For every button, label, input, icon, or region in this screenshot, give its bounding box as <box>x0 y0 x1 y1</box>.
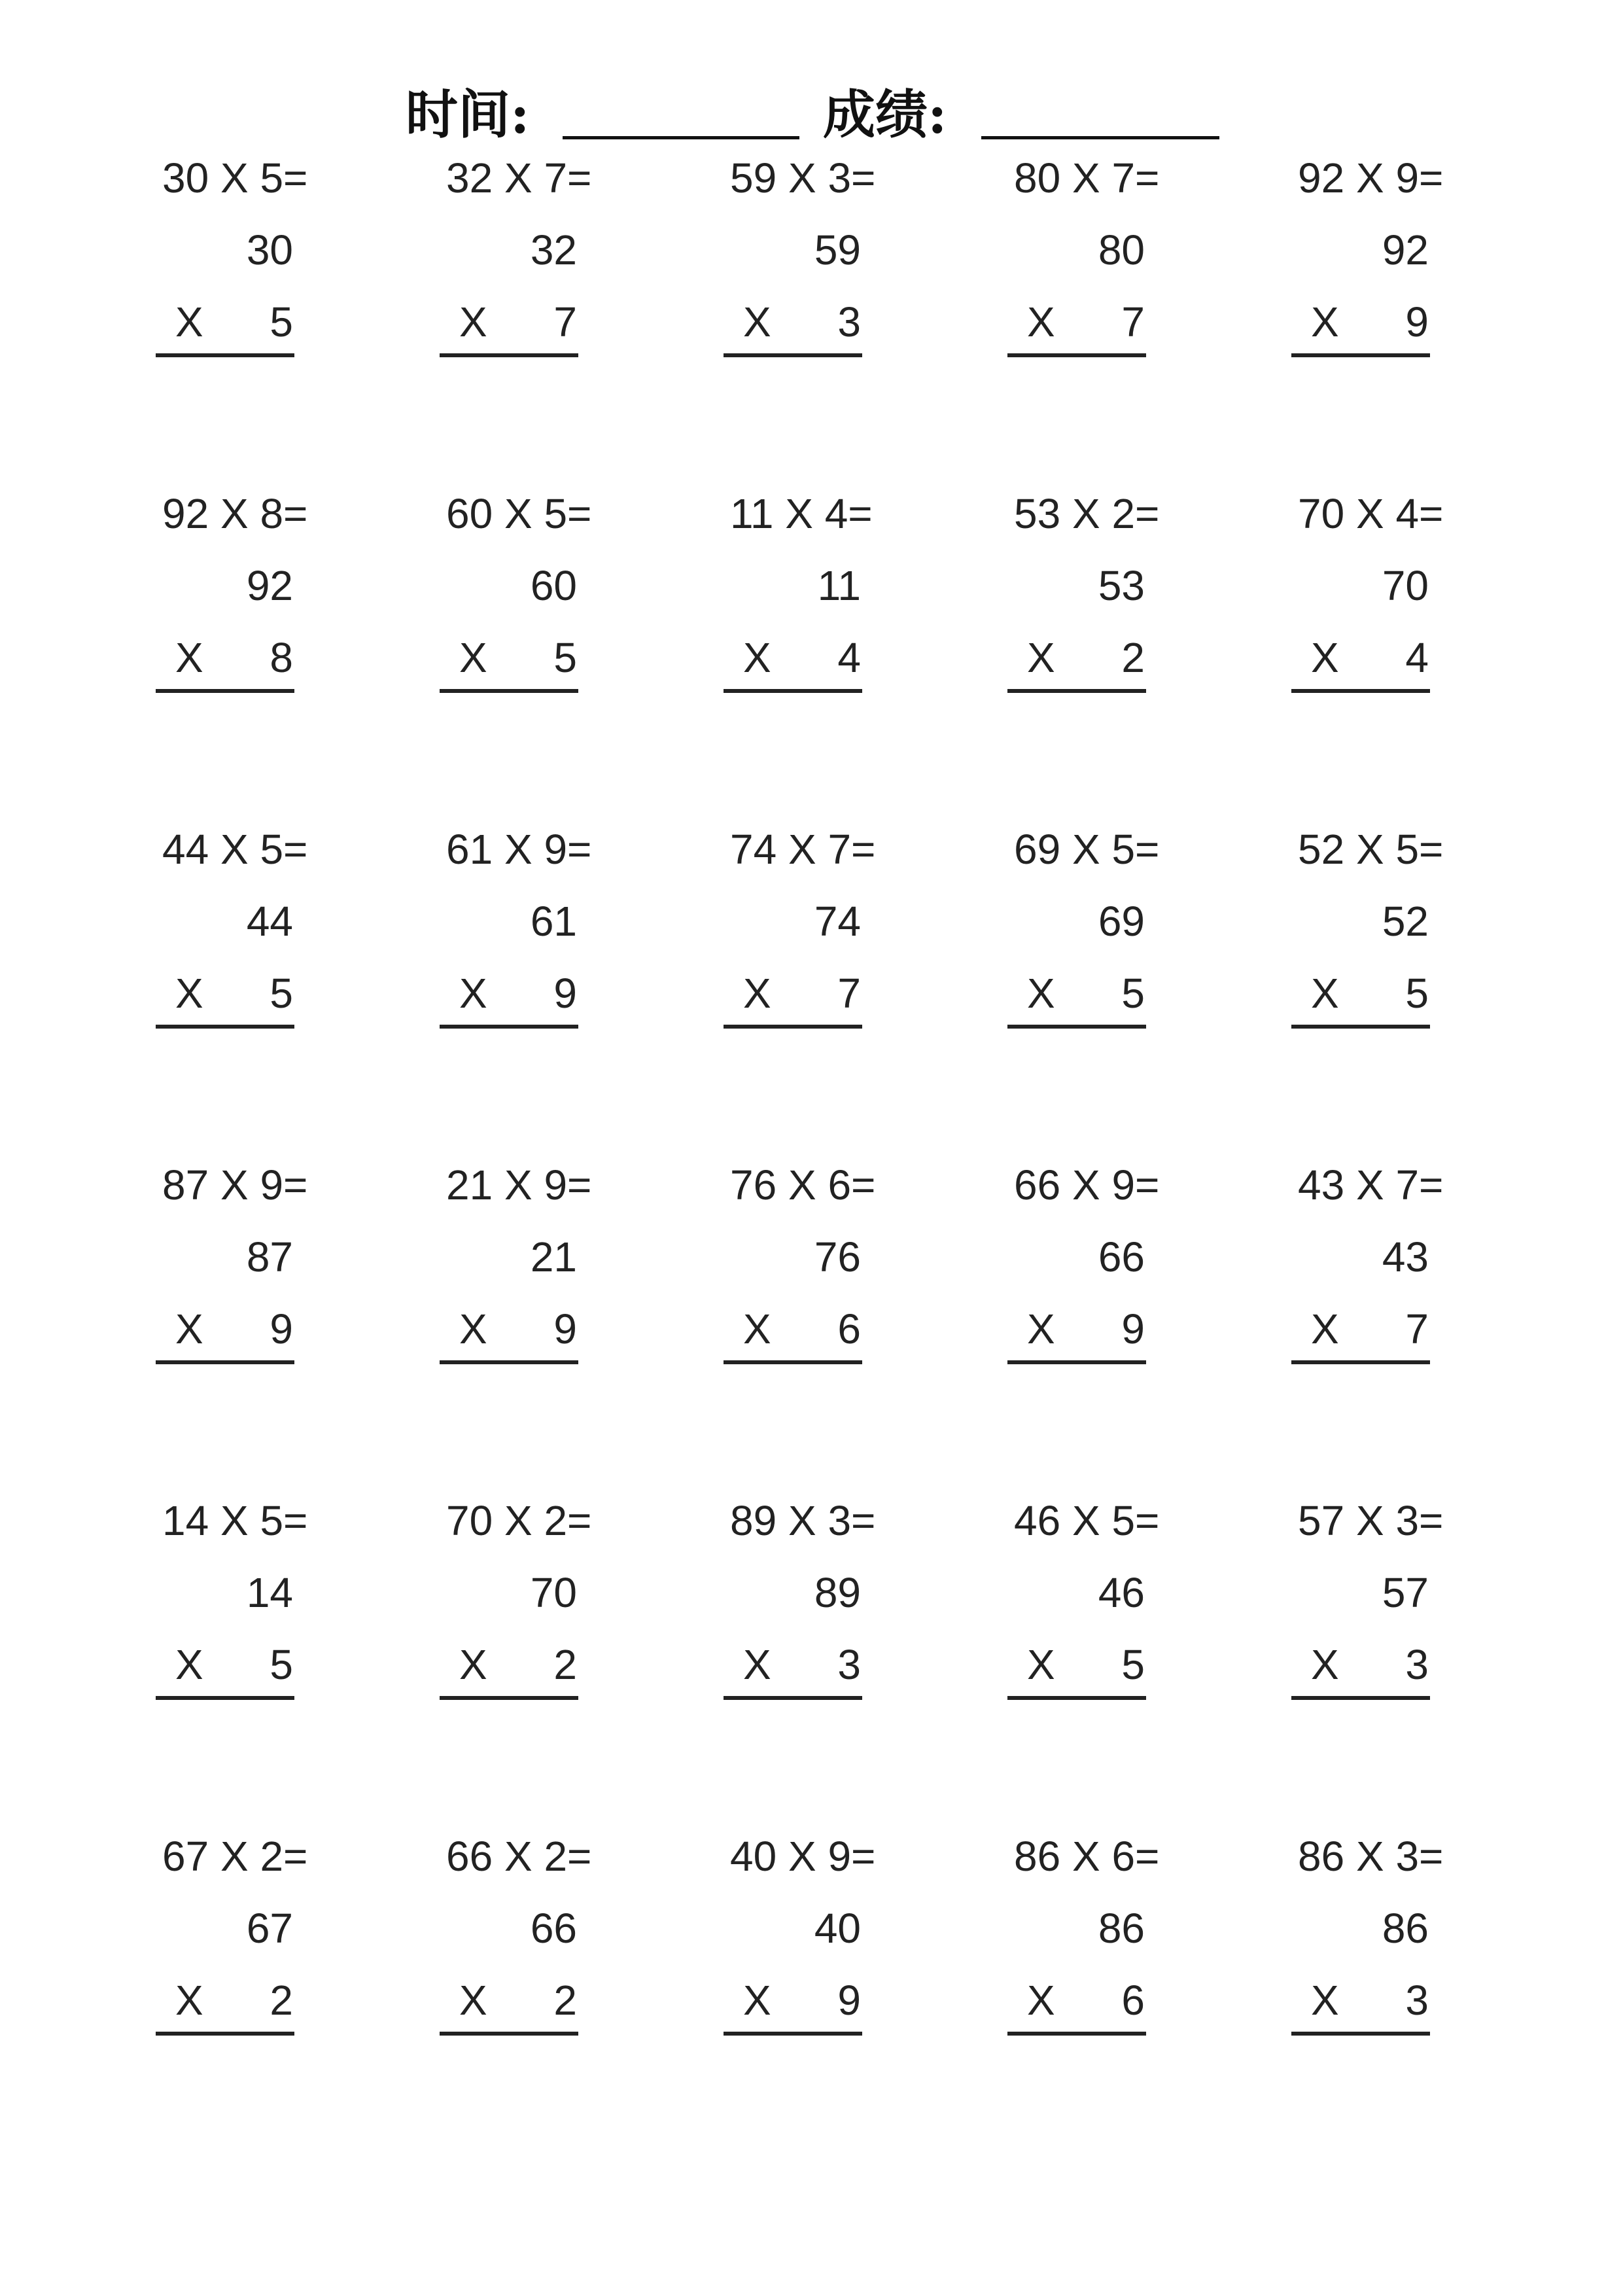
problem-card <box>1291 1494 1488 1730</box>
problem-card <box>1291 152 1488 387</box>
multiplier: 2 <box>270 1977 293 2024</box>
problem-expression: 52 X 5= <box>1298 826 1444 873</box>
problem-expression: 67 X 2= <box>162 1833 308 1880</box>
problem-card <box>1291 1159 1488 1394</box>
answer-rule <box>156 1025 294 1029</box>
problem-expression: 92 X 8= <box>162 490 308 537</box>
multiply-sign: X <box>743 970 771 1017</box>
multiply-sign: X <box>459 1305 487 1352</box>
problem-expression: 32 X 7= <box>446 154 592 202</box>
problem-card <box>1291 487 1488 723</box>
multiply-sign: X <box>743 634 771 681</box>
problem-card <box>724 1830 920 2066</box>
answer-rule <box>1291 1025 1430 1029</box>
problem-expression: 86 X 6= <box>1014 1833 1160 1880</box>
multiply-sign: X <box>459 1641 487 1688</box>
multiplier: 4 <box>837 634 861 681</box>
multiplicand: 46 <box>1098 1569 1145 1616</box>
problem-expression: 86 X 3= <box>1298 1833 1444 1880</box>
multiplicand: 61 <box>530 898 577 945</box>
problem-expression: 57 X 3= <box>1298 1497 1444 1544</box>
multiply-sign: X <box>1027 1977 1055 2024</box>
multiply-sign: X <box>743 1641 771 1688</box>
answer-rule <box>1007 1025 1146 1029</box>
answer-rule <box>1007 689 1146 693</box>
multiplier: 2 <box>553 1641 577 1688</box>
answer-rule <box>1291 689 1430 693</box>
problem-expression: 21 X 9= <box>446 1161 592 1209</box>
problem-card <box>156 823 352 1059</box>
answer-rule <box>440 1360 578 1364</box>
multiply-sign: X <box>743 1305 771 1352</box>
problem-card <box>440 1830 636 2066</box>
multiplier: 9 <box>270 1305 293 1352</box>
problem-expression: 89 X 3= <box>730 1497 876 1544</box>
multiplicand: 86 <box>1098 1905 1145 1952</box>
answer-rule <box>440 2032 578 2036</box>
multiply-sign: X <box>459 1977 487 2024</box>
answer-rule <box>440 689 578 693</box>
multiplier: 3 <box>837 1641 861 1688</box>
multiply-sign: X <box>1027 1305 1055 1352</box>
answer-rule <box>1007 2032 1146 2036</box>
multiply-sign: X <box>459 634 487 681</box>
problem-expression: 60 X 5= <box>446 490 592 537</box>
multiplier: 5 <box>270 970 293 1017</box>
multiplier: 6 <box>1121 1977 1145 2024</box>
multiplicand: 92 <box>1382 226 1429 274</box>
problem-expression: 61 X 9= <box>446 826 592 873</box>
problem-expression: 40 X 9= <box>730 1833 876 1880</box>
problem-expression: 14 X 5= <box>162 1497 308 1544</box>
problem-card <box>1007 1159 1204 1394</box>
multiplier: 5 <box>553 634 577 681</box>
multiplicand: 87 <box>246 1233 293 1280</box>
multiplier: 3 <box>837 298 861 345</box>
multiply-sign: X <box>175 1305 203 1352</box>
multiplier: 7 <box>1405 1305 1429 1352</box>
answer-rule <box>724 1696 862 1700</box>
problem-card <box>724 487 920 723</box>
answer-rule <box>724 689 862 693</box>
multiplicand: 30 <box>246 226 293 274</box>
multiplicand: 14 <box>246 1569 293 1616</box>
problem-card <box>156 152 352 387</box>
multiplicand: 57 <box>1382 1569 1429 1616</box>
multiplier: 5 <box>1121 970 1145 1017</box>
problem-card <box>1007 1494 1204 1730</box>
multiplier: 9 <box>837 1977 861 2024</box>
problem-expression: 11 X 4= <box>730 490 873 537</box>
multiply-sign: X <box>1311 634 1339 681</box>
problem-card <box>724 1159 920 1394</box>
problem-expression: 69 X 5= <box>1014 826 1160 873</box>
multiplicand: 11 <box>817 562 861 609</box>
multiplier: 3 <box>1405 1977 1429 2024</box>
multiplier: 5 <box>1121 1641 1145 1688</box>
multiplicand: 76 <box>814 1233 861 1280</box>
problem-expression: 87 X 9= <box>162 1161 308 1209</box>
problem-expression: 46 X 5= <box>1014 1497 1160 1544</box>
answer-rule <box>1291 1360 1430 1364</box>
answer-rule <box>1291 1696 1430 1700</box>
multiplicand: 67 <box>246 1905 293 1952</box>
multiplier: 6 <box>837 1305 861 1352</box>
answer-rule <box>156 1696 294 1700</box>
multiplier: 8 <box>270 634 293 681</box>
multiplier: 9 <box>1121 1305 1145 1352</box>
multiply-sign: X <box>1027 634 1055 681</box>
multiplicand: 66 <box>1098 1233 1145 1280</box>
multiplier: 7 <box>837 970 861 1017</box>
problem-expression: 70 X 4= <box>1298 490 1444 537</box>
multiplicand: 32 <box>530 226 577 274</box>
problem-expression: 44 X 5= <box>162 826 308 873</box>
problem-card <box>440 1159 636 1394</box>
problem-expression: 76 X 6= <box>730 1161 876 1209</box>
multiply-sign: X <box>1311 298 1339 345</box>
multiplicand: 70 <box>1382 562 1429 609</box>
multiply-sign: X <box>1311 970 1339 1017</box>
multiplier: 5 <box>270 1641 293 1688</box>
multiplicand: 59 <box>814 226 861 274</box>
multiply-sign: X <box>743 298 771 345</box>
answer-rule <box>156 1360 294 1364</box>
answer-rule <box>440 1025 578 1029</box>
problem-card <box>724 823 920 1059</box>
problem-expression: 66 X 9= <box>1014 1161 1160 1209</box>
problem-card <box>156 1494 352 1730</box>
multiplier: 3 <box>1405 1641 1429 1688</box>
multiplicand: 40 <box>814 1905 861 1952</box>
multiplicand: 86 <box>1382 1905 1429 1952</box>
answer-rule <box>156 353 294 357</box>
answer-rule <box>1007 1696 1146 1700</box>
problem-expression: 53 X 2= <box>1014 490 1160 537</box>
multiplier: 9 <box>553 1305 577 1352</box>
multiply-sign: X <box>1311 1977 1339 2024</box>
multiply-sign: X <box>1027 1641 1055 1688</box>
problem-card <box>724 152 920 387</box>
problem-card <box>1007 823 1204 1059</box>
problem-card <box>1291 823 1488 1059</box>
multiplicand: 89 <box>814 1569 861 1616</box>
problem-expression: 70 X 2= <box>446 1497 592 1544</box>
multiplicand: 70 <box>530 1569 577 1616</box>
multiplier: 9 <box>1405 298 1429 345</box>
multiplicand: 69 <box>1098 898 1145 945</box>
multiplier: 7 <box>553 298 577 345</box>
problem-expression: 80 X 7= <box>1014 154 1160 202</box>
multiplier: 2 <box>553 1977 577 2024</box>
problem-expression: 66 X 2= <box>446 1833 592 1880</box>
multiply-sign: X <box>1027 970 1055 1017</box>
multiplicand: 53 <box>1098 562 1145 609</box>
problem-card <box>156 1830 352 2066</box>
problem-card <box>440 152 636 387</box>
answer-rule <box>724 2032 862 2036</box>
multiply-sign: X <box>175 298 203 345</box>
problem-card <box>1291 1830 1488 2066</box>
problem-card <box>156 1159 352 1394</box>
problem-expression: 92 X 9= <box>1298 154 1444 202</box>
score-label: 成绩: <box>823 84 947 145</box>
multiply-sign: X <box>175 970 203 1017</box>
time-label: 时间: <box>406 84 530 145</box>
problem-expression: 43 X 7= <box>1298 1161 1444 1209</box>
problem-expression: 59 X 3= <box>730 154 876 202</box>
problem-card <box>440 487 636 723</box>
problem-expression: 30 X 5= <box>162 154 308 202</box>
answer-rule <box>1007 1360 1146 1364</box>
problem-card <box>1007 487 1204 723</box>
multiplicand: 52 <box>1382 898 1429 945</box>
multiply-sign: X <box>459 298 487 345</box>
multiplier: 5 <box>1405 970 1429 1017</box>
answer-rule <box>724 1360 862 1364</box>
problem-card <box>1007 152 1204 387</box>
problem-card <box>156 487 352 723</box>
answer-rule <box>1291 2032 1430 2036</box>
multiply-sign: X <box>1311 1641 1339 1688</box>
answer-rule <box>724 1025 862 1029</box>
problem-expression: 74 X 7= <box>730 826 876 873</box>
answer-rule <box>1007 353 1146 357</box>
answer-rule <box>724 353 862 357</box>
multiply-sign: X <box>1027 298 1055 345</box>
multiplicand: 66 <box>530 1905 577 1952</box>
multiplicand: 21 <box>530 1233 577 1280</box>
answer-rule <box>156 2032 294 2036</box>
problem-card <box>440 823 636 1059</box>
multiply-sign: X <box>175 634 203 681</box>
multiplicand: 74 <box>814 898 861 945</box>
multiplicand: 80 <box>1098 226 1145 274</box>
multiplier: 5 <box>270 298 293 345</box>
problem-card <box>1007 1830 1204 2066</box>
multiply-sign: X <box>175 1977 203 2024</box>
answer-rule <box>440 353 578 357</box>
problem-card <box>440 1494 636 1730</box>
answer-rule <box>440 1696 578 1700</box>
answer-rule <box>156 689 294 693</box>
multiplicand: 43 <box>1382 1233 1429 1280</box>
multiply-sign: X <box>743 1977 771 2024</box>
multiplier: 4 <box>1405 634 1429 681</box>
multiplicand: 44 <box>246 898 293 945</box>
multiplier: 9 <box>553 970 577 1017</box>
problem-card <box>724 1494 920 1730</box>
multiplicand: 60 <box>530 562 577 609</box>
multiplier: 7 <box>1121 298 1145 345</box>
multiply-sign: X <box>459 970 487 1017</box>
multiply-sign: X <box>1311 1305 1339 1352</box>
multiplicand: 92 <box>246 562 293 609</box>
answer-rule <box>1291 353 1430 357</box>
multiply-sign: X <box>175 1641 203 1688</box>
multiplier: 2 <box>1121 634 1145 681</box>
